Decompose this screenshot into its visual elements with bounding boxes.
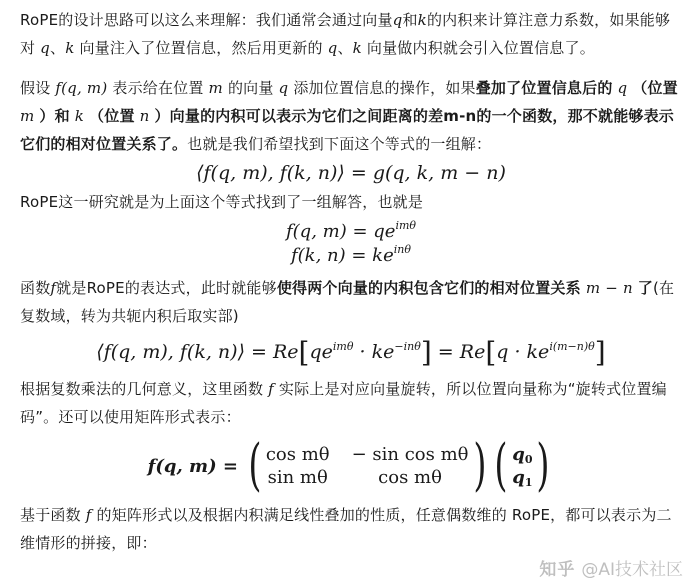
paragraph-assumption: 假设 f(q, m) 表示给在位置 m 的向量 q 添加位置信息的操作，如果叠加了位置信息后的 q （位置 m ）和 k （位置 n ）向量的内积可以表示为它们之间距离的差m-n的一个函数，那不就能够表示它们的相对位置关系了。也就是我们希望找到下面这个等式的一组解： — [20, 79, 678, 153]
zhihu-watermark — [539, 555, 683, 580]
zhihu-logo: 知乎 — [539, 560, 576, 580]
rotation-matrix: cos mθ − sin cos mθ sin mθ cos mθ — [265, 444, 469, 488]
equation-matrix-form: f(q, m) = ( cos mθ − sin cos mθ sin mθ cos mθ ) ( $q_0$ $q_1$ ) — [147, 433, 550, 498]
equation-line-k: f(k, $n) = ke^{in\theta}$ — [291, 243, 411, 266]
article-body — [20, 6, 682, 557]
equation-line-q: f(q, $m) = qe^{im\theta}$ — [285, 219, 417, 242]
equation-inner-product: ⟨f(q, m), f(k, n)⟩ = $Re[qe^{im\theta} \cdot ke^{-in\theta}] = Re[q \cdot ke^{i(m-n)\theta}]$ — [96, 336, 606, 369]
paragraph-function-f: 函数f就是RoPE的表达式，此时就能够使得两个向量的内积包含它们的相对位置关系 m − n 了(在复数域，转为共轭内积后取实部) — [20, 279, 675, 325]
query-vector: $q_0$ $q_1$ — [512, 444, 533, 489]
paragraph-intro: RoPE的设计思路可以这么来理解：我们通常会通过向量q和k的内积来计算注意力系数，如果能够对 q、k 向量注入了位置信息，然后用更新的 q、k 向量做内积就会引入位置信息了。 — [20, 11, 671, 57]
equation-rope-definition — [20, 220, 682, 268]
watermark-text: @AI技术社区 — [581, 560, 683, 580]
paragraph-concatenation: 基于函数 f 的矩阵形式以及根据内积满足线性叠加的性质，任意偶数维的 RoPE，都可以表示为二维情形的拼接，即： — [20, 506, 672, 552]
equation-goal: ⟨f(q, m), f(k, n)⟩ = g(q, k, m − n) — [196, 162, 506, 184]
paragraph-rotation: 根据复数乘法的几何意义，这里函数 f 实际上是对应向量旋转，所以位置向量称为“旋转式位置编码”。还可以使用矩阵形式表示： — [20, 380, 667, 426]
paragraph-rope-solution: RoPE这一研究就是为上面这个等式找到了一组解答，也就是 — [20, 193, 424, 211]
